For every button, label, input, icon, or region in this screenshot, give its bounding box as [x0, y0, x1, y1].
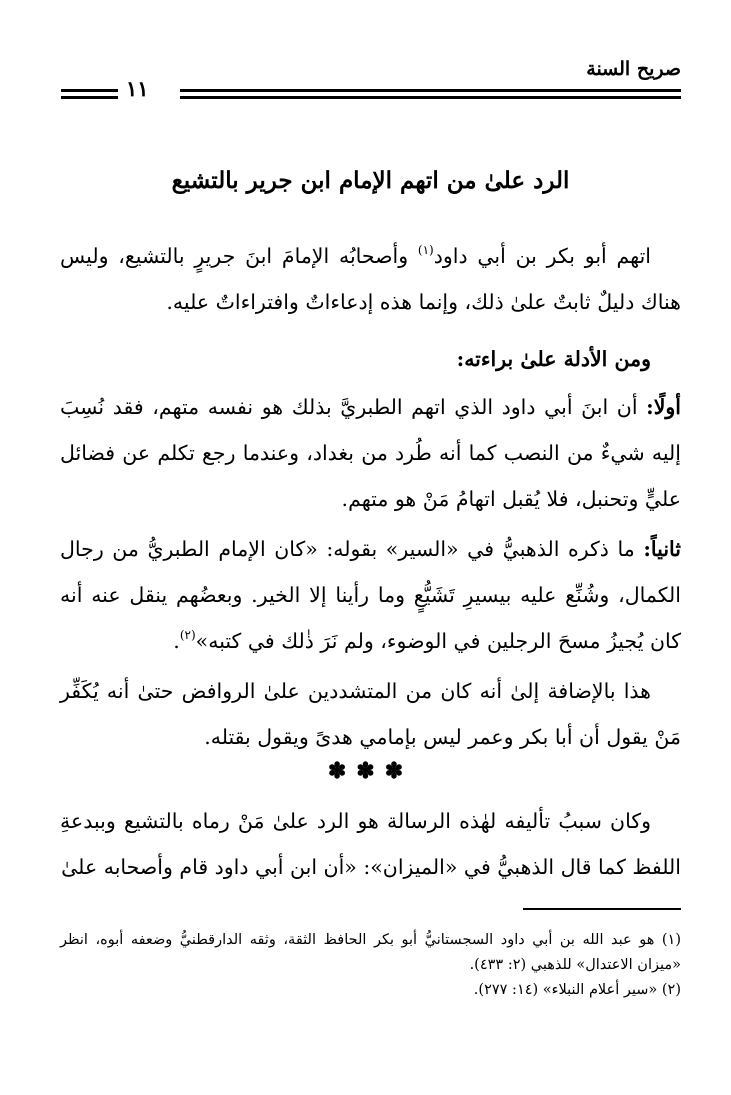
paragraph-text: اتهم أبو بكر بن أبي داود	[433, 244, 651, 268]
reason-text: وكان سببُ تأليفه لهٰذه الرسالة هو الرد علىٰ مَنْ رماه بالتشيع وببدعةِ اللفظ كما قال الذهبيُّ في «الميزان»: «أن ابن أبي داود قام وأصحابه علىٰ	[60, 809, 681, 879]
header-rule-left-bottom	[61, 96, 118, 99]
footnote-1: (١) هو عبد الله بن أبي داود السجستانيُّ أبو بكر الحافظ الثقة، وثقه الدارقطنيُّ وضعفه أبوه، انظر «ميزان الاعتدال» للذهبي (٢: ٤٣٣).	[60, 932, 681, 973]
paragraph-second-evidence	[60, 526, 681, 664]
first-evidence-text: أن ابنَ أبي داود الذي اتهم الطبريَّ بذلك هو نفسه متهم، فقد نُسِبَ إليه شيءٌ من النصب كما أنه طُرد من بغداد، وعندما رجع تكلم عن فضائل عليٍّ وتحنبل، فلا يُقبل اتهامُ مَنْ هو متهم.	[60, 395, 681, 511]
second-evidence-label: ثانياً:	[643, 537, 681, 561]
rafida-text: هذا بالإضافة إلىٰ أنه كان من المتشددين علىٰ الروافض حتىٰ أنه يُكَفِّر مَنْ يقول أن أبا بكر وعمر ليس بإمامي هدىً ويقول بقتله.	[60, 679, 681, 749]
first-evidence-label: أولًا:	[646, 395, 681, 419]
section-heading: الرد علىٰ من اتهم الإمام ابن جرير بالتشيع	[171, 167, 570, 194]
footnote-ref-2: (٢)	[179, 628, 196, 642]
footnote-2: (٢) «سير أعلام النبلاء» (١٤: ٢٧٧).	[473, 982, 681, 998]
header-rule-right-top	[180, 89, 681, 92]
section-separator-stars: ✽✽✽	[327, 758, 414, 784]
paragraph-evidence-intro	[60, 336, 681, 382]
header-rule-left-top	[61, 89, 118, 92]
paragraph-accusation	[60, 233, 681, 325]
footnote-rule	[523, 908, 681, 910]
footnote-ref-1: (١)	[417, 243, 434, 257]
second-evidence-text: ما ذكره الذهبيُّ في «السير» بقوله: «كان الإمام الطبريُّ من رجال الكمال، وشُنِّع عليه بيسيرِ تَشَيُّعٍ وما رأينا إلا الخير. وبعضُهم ينقل عنه أنه كان يُجيزُ مسحَ الرجلين في الوضوء، ولم نَرَ ذٰلك في كتبه»	[60, 537, 681, 653]
running-title: صريح السنة	[586, 58, 681, 80]
paragraph-reason	[60, 798, 681, 890]
page-number: ١١	[126, 76, 149, 101]
header-rule-right-bottom	[180, 96, 681, 99]
evidence-intro-text: ومن الأدلة علىٰ براءته:	[456, 347, 651, 371]
second-evidence-end: .	[173, 629, 180, 653]
paragraph-first-evidence	[60, 384, 681, 522]
paragraph-rafida	[60, 668, 681, 760]
footnotes	[60, 928, 681, 1003]
paragraph-text-continued: وأصحابُه الإمامَ ابنَ جريرٍ بالتشيع، وليس هناك دليلٌ ثابتٌ علىٰ ذلك، وإنما هذه إدعاءاتٌ وافتراءاتٌ عليه.	[60, 244, 681, 314]
